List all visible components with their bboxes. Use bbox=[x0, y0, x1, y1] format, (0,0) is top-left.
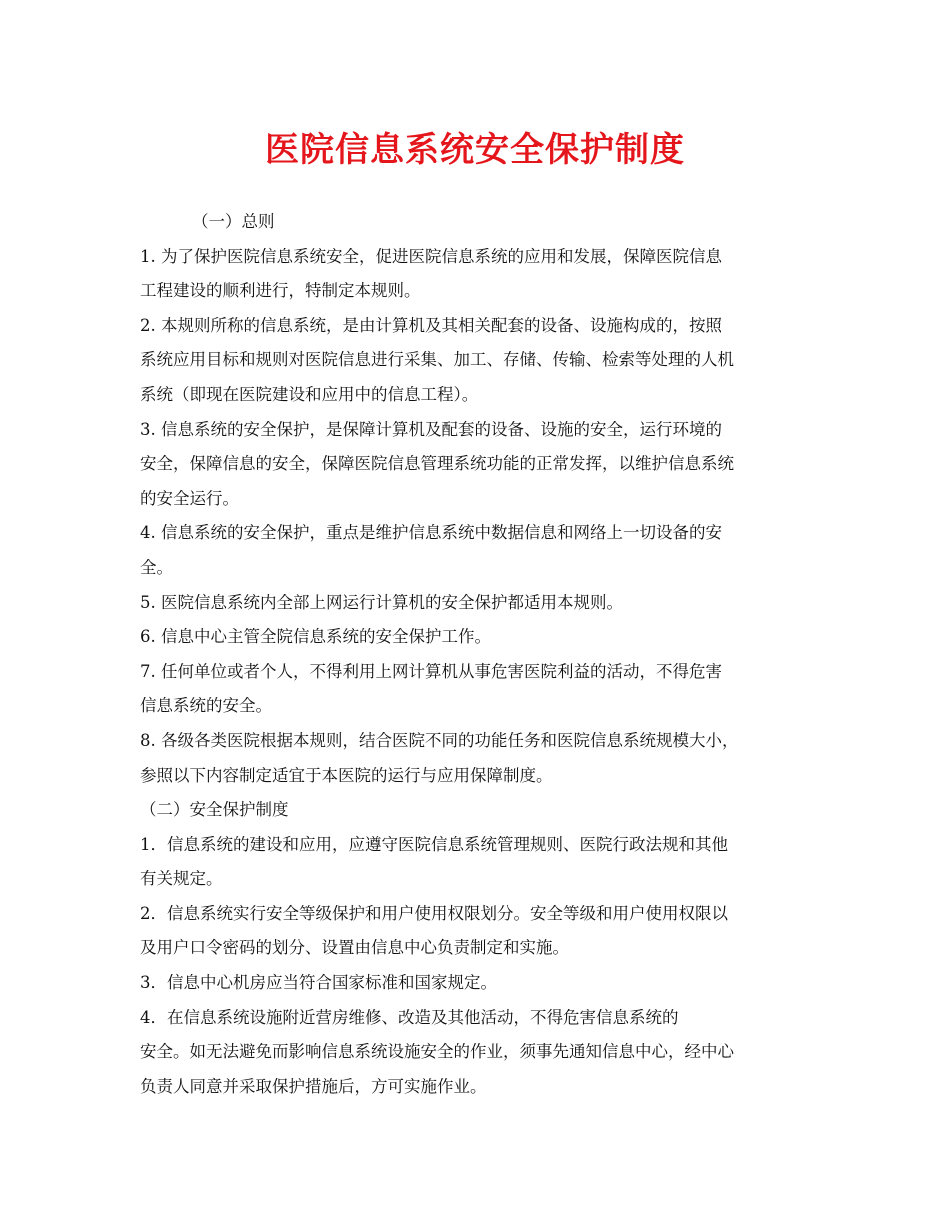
paragraph-line: 3. 信息系统的安全保护，是保障计算机及配套的设备、设施的安全，运行环境的 bbox=[140, 419, 722, 439]
paragraph-line: 有关规定。 bbox=[140, 869, 223, 889]
paragraph-line: 工程建设的顺利进行，特制定本规则。 bbox=[140, 281, 421, 301]
paragraph-line: 6. 信息中心主管全院信息系统的安全保护工作。 bbox=[140, 627, 491, 647]
paragraph-line: 7. 任何单位或者个人，不得利用上网计算机从事危害医院利益的活动，不得危害 bbox=[140, 661, 722, 681]
paragraph-line: 3．信息中心机房应当符合国家标准和国家规定。 bbox=[140, 973, 497, 993]
paragraph-line: 1. 为了保护医院信息系统安全，促进医院信息系统的应用和发展，保障医院信息 bbox=[140, 246, 722, 266]
paragraph-line: 8. 各级各类医院根据本规则，结合医院不同的功能任务和医院信息系统规模大小， bbox=[140, 730, 739, 750]
paragraph-line: 5. 医院信息系统内全部上网运行计算机的安全保护都适用本规则。 bbox=[140, 592, 623, 612]
document-title: 医院信息系统安全保护制度 bbox=[265, 130, 685, 170]
paragraph-line: 2. 本规则所称的信息系统，是由计算机及其相关配套的设备、设施构成的，按照 bbox=[140, 315, 722, 335]
paragraph-line: 系统（即现在医院建设和应用中的信息工程）。 bbox=[140, 384, 479, 404]
paragraph-line: 参照以下内容制定适宜于本医院的运行与应用保障制度。 bbox=[140, 765, 553, 785]
paragraph-line: 安全。如无法避免而影响信息系统设施安全的作业，须事先通知信息中心，经中心 bbox=[140, 1042, 734, 1062]
paragraph-line: 1．信息系统的建设和应用，应遵守医院信息系统管理规则、医院行政法规和其他 bbox=[140, 834, 728, 854]
paragraph-line: 及用户口令密码的划分、设置由信息中心负责制定和实施。 bbox=[140, 938, 569, 958]
section-heading-protection: （二）安全保护制度 bbox=[140, 800, 289, 820]
paragraph-line: 负责人同意并采取保护措施后，方可实施作业。 bbox=[140, 1076, 487, 1096]
paragraph-line: 2．信息系统实行安全等级保护和用户使用权限划分。安全等级和用户使用权限以 bbox=[140, 903, 728, 923]
paragraph-line: 的安全运行。 bbox=[140, 488, 239, 508]
paragraph-line: 信息系统的安全。 bbox=[140, 696, 272, 716]
paragraph-line: 安全，保障信息的安全，保障医院信息管理系统功能的正常发挥，以维护信息系统 bbox=[140, 454, 734, 474]
paragraph-line: 4．在信息系统设施附近营房维修、改造及其他活动，不得危害信息系统的 bbox=[140, 1007, 679, 1027]
paragraph-line: 全。 bbox=[140, 557, 173, 577]
section-heading-general: （一）总则 bbox=[192, 212, 275, 231]
paragraph-line: 4. 信息系统的安全保护，重点是维护信息系统中数据信息和网络上一切设备的安 bbox=[140, 523, 722, 543]
paragraph-line: 系统应用目标和规则对医院信息进行采集、加工、存储、传输、检索等处理的人机 bbox=[140, 350, 734, 370]
document-body bbox=[140, 205, 840, 1104]
